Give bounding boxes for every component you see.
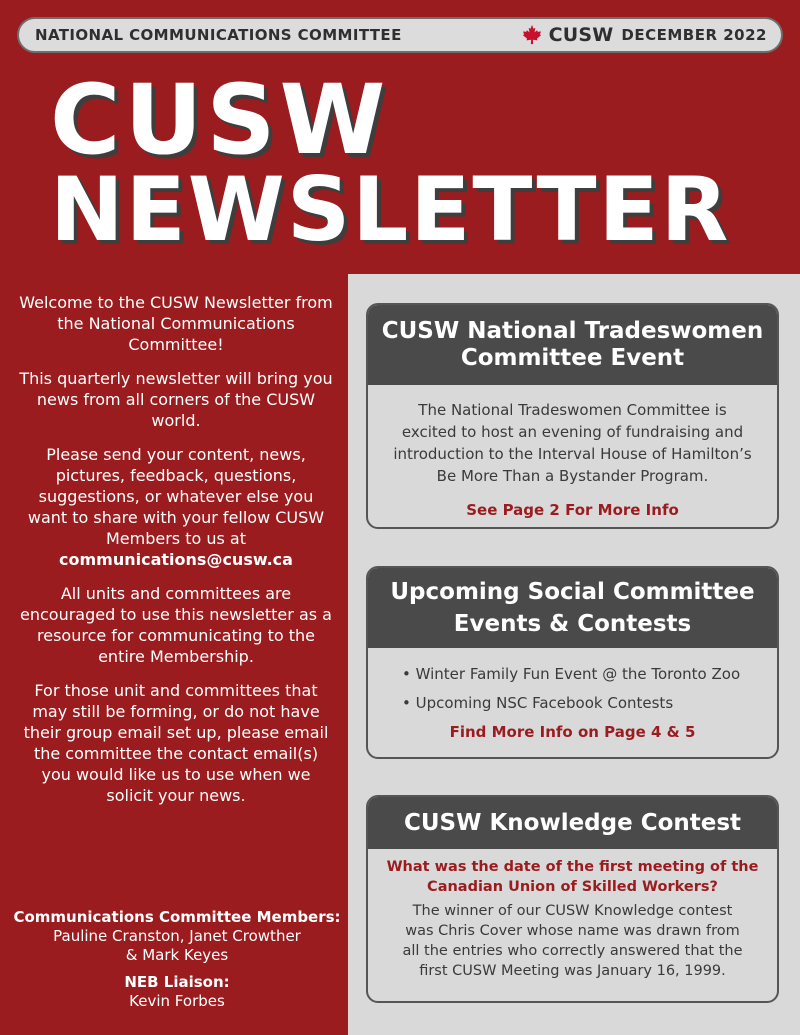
issue-date: DECEMBER 2022: [621, 26, 767, 44]
brand-name: CUSW: [548, 24, 614, 46]
event-title-line-2: Committee Event: [460, 345, 685, 371]
contest-card: [366, 795, 779, 1003]
question-line-1: What was the date of the first meeting of the: [386, 859, 759, 875]
event-card-title: [368, 305, 777, 385]
answer-line-3: all the entries who correctly answered that the: [402, 943, 743, 959]
maple-leaf-icon: [521, 24, 543, 46]
title-line-1: CUSW: [50, 64, 390, 176]
social-card-title: [368, 568, 777, 648]
intro-forming: For those unit and committees that may still be forming, or do not have their group email set up, please email the committee the contact email(s) you would like us to use when we solicit your news.: [23, 681, 329, 805]
members-names-2: & Mark Keyes: [125, 946, 229, 964]
intro-quarterly: This quarterly newsletter will bring you news from all corners of the CUSW world.: [19, 369, 333, 430]
contact-email-link[interactable]: communications@cusw.ca: [59, 550, 293, 569]
issue-info: [521, 24, 767, 46]
social-more-info-link[interactable]: Find More Info on Page 4 & 5: [449, 723, 696, 741]
contest-card-title: CUSW Knowledge Contest: [368, 797, 777, 849]
social-card-body: [368, 648, 777, 741]
members-heading: Communications Committee Members:: [13, 908, 341, 926]
header-bar: [17, 17, 783, 53]
intro-send-text: Please send your content, news, pictures, feedback, questions, suggestions, or whatever else you want to share with your fellow CUSW Members to us at: [27, 445, 325, 548]
committee-name: NATIONAL COMMUNICATIONS COMMITTEE: [35, 26, 402, 44]
contest-question: [368, 849, 777, 897]
event-more-info-link[interactable]: See Page 2 For More Info: [466, 501, 679, 519]
event-body-line-4: Be More Than a Bystander Program.: [436, 467, 709, 485]
question-line-2: Canadian Union of Skilled Workers?: [427, 879, 718, 895]
list-item: • Winter Family Fun Event @ the Toronto Zoo: [402, 665, 741, 683]
social-title-line-2: Events & Contests: [453, 611, 692, 637]
liaison-heading: NEB Liaison:: [124, 973, 230, 991]
event-body-line-3: introduction to the Interval House of Hamilton’s: [393, 445, 752, 463]
list-item: • Upcoming NSC Facebook Contests: [402, 694, 674, 712]
intro-send-content: [18, 444, 334, 570]
answer-line-2: was Chris Cover whose name was drawn from: [405, 923, 740, 939]
contest-answer: [368, 897, 777, 981]
event-card: [366, 303, 779, 529]
event-body-line-2: excited to host an evening of fundraising and: [401, 423, 744, 441]
committee-members: [12, 908, 342, 1011]
answer-line-4: first CUSW Meeting was January 16, 1999.: [419, 963, 726, 979]
social-card: [366, 566, 779, 759]
members-names-1: Pauline Cranston, Janet Crowther: [53, 927, 301, 945]
event-body-line-1: The National Tradeswomen Committee is: [418, 401, 727, 419]
intro-units: All units and committees are encouraged to use this newsletter as a resource for communicating to the entire Membership.: [20, 584, 332, 666]
event-card-body: [368, 385, 777, 521]
answer-line-1: The winner of our CUSW Knowledge contest: [412, 903, 733, 919]
liaison-name: Kevin Forbes: [129, 992, 225, 1010]
event-title-line-1: CUSW National Tradeswomen: [381, 318, 764, 344]
intro-welcome: Welcome to the CUSW Newsletter from the National Communications Committee!: [19, 293, 333, 354]
title-line-2: NEWSLETTER: [50, 158, 731, 261]
intro-column: [18, 292, 334, 819]
social-title-line-1: Upcoming Social Committee: [390, 579, 755, 605]
